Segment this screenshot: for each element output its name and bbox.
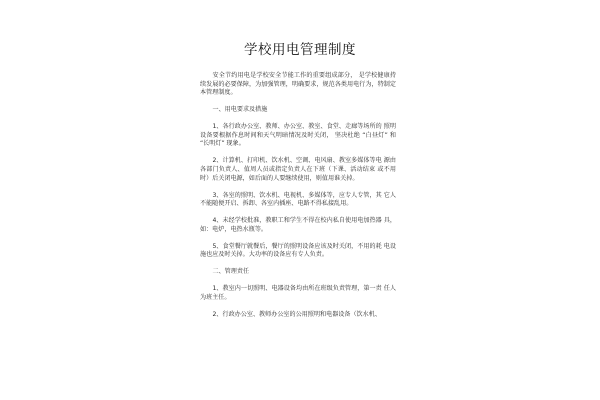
section-heading-responsibility: 二、管理责任 xyxy=(212,268,250,276)
paragraph-resp-2: 2、行政办公室、教师办公室的公用照明和电器设备（饮水机、 xyxy=(212,310,381,318)
paragraph-item-3: 3、各室的照明、饮水机、电视机、多媒体等，应专人专管，其 它人不能随便开启、拆卸、各室内插座、电路不得私接乱用。 xyxy=(200,191,396,208)
paragraph-item-2: 2、计算机、打印机、饮水机、空调、电风扇、教室多媒体等电 源由各部门负责人、值周人员或指定负责人在下班（下课、活动结束 或不用时）后关闭电源，如后面的人要继续使用，则值用谁关掉。 xyxy=(200,157,396,182)
paragraph-intro: 安全节约用电是学校安全节能工作的重要组成部分， 是学校健康持续发展的必要保障，为加强管理，明确要求，规范各类用电行为，特制定本管理制度。 xyxy=(200,72,396,97)
paragraph-item-5: 5、食堂餐厅就餐后，餐厅的照明设备应该及时关闭，不用的耗 电设施也应及时关掉。大功率的设备应有专人负责。 xyxy=(200,242,396,259)
section-heading-requirements: 一、用电要求及措施 xyxy=(212,106,268,114)
paragraph-item-1: 1、各行政办公室、教师、办公室、教室、食堂、走廊等场所的 照明设备要根据作息时间和天气明暗情况及时关闭， 坚决杜绝 “白昼灯” 和 “长明灯” 现象。 xyxy=(200,123,396,148)
paragraph-item-4: 4、未经学校批准，教职工和学生不得在校内私自使用电加热器 具，如：电炉，电热水瓶等。 xyxy=(200,217,396,233)
document-body xyxy=(200,72,396,328)
document-title: 学校用电管理制度 xyxy=(244,42,356,58)
paragraph-resp-1: 1、教室内一切照明、电器设备均由所在班级负责管理，第一责 任人为班主任。 xyxy=(200,285,396,301)
